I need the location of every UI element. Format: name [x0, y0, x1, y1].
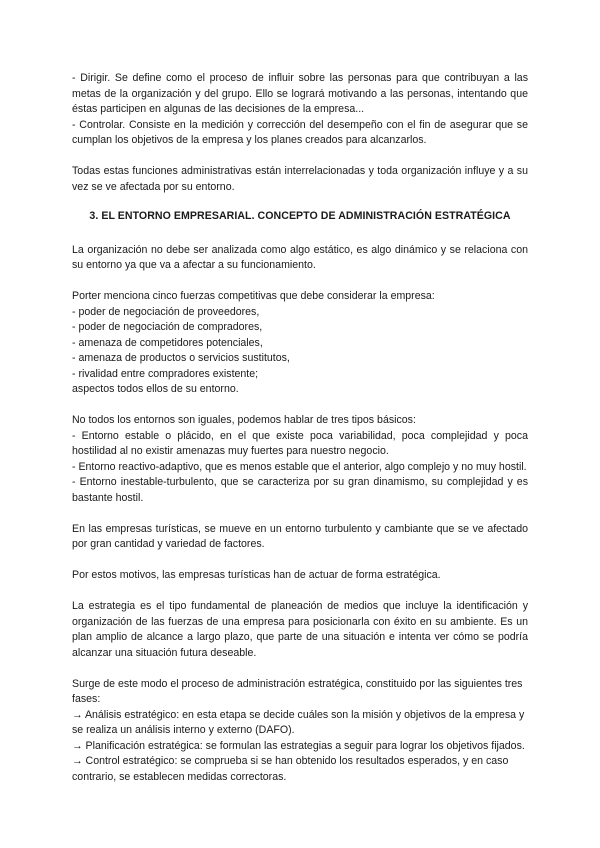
paragraph-funciones: Todas estas funciones administrativas están interrelacionadas y toda organización influye y a su vez se ve afectada por su entorno.	[72, 165, 528, 193]
entorno-reactivo: - Entorno reactivo-adaptivo, que es menos estable que el anterior, algo complejo y no muy hostil.	[72, 460, 527, 473]
fase-planificacion: → Planificación estratégica: se formulan las estrategias a seguir para lograr los objetivos fijados.	[72, 739, 525, 752]
porter-outro: aspectos todos ellos de su entorno.	[72, 383, 239, 395]
paragraph-motivos: Por estos motivos, las empresas turísticas han de actuar de forma estratégica.	[72, 569, 441, 581]
paragraph-controlar: - Controlar. Consiste en la medición y corrección del desempeño con el fin de asegurar que se cumplan los objetivos de la empresa y los planes creados para alcanzarlos.	[72, 118, 528, 146]
section-heading: 3. EL ENTORNO EMPRESARIAL. CONCEPTO DE ADMINISTRACIÓN ESTRATÉGICA	[89, 210, 511, 222]
list-item: - poder de negociación de proveedores,	[72, 305, 260, 318]
paragraph-surge: Surge de este modo el proceso de administración estratégica, constituido por las siguientes tres fases:	[72, 677, 523, 705]
list-item: - amenaza de productos o servicios sustitutos,	[72, 352, 290, 364]
fase-control: → Control estratégico: se comprueba si se han obtenido los resultados esperados, y en caso contrario, se establecen medidas correctoras.	[72, 755, 509, 783]
list-item: - rivalidad entre compradores existente;	[72, 367, 259, 380]
entorno-inestable: - Entorno inestable-turbulento, que se caracteriza por su gran dinamismo, su complejidad y es bastante hostil.	[72, 476, 528, 504]
entorno-estable: - Entorno estable o plácido, en el que existe poca variabilidad, poca complejidad y poca hostilidad al no existir amenazas muy fuertes para nuestro negocio.	[72, 429, 528, 457]
document-body	[72, 71, 528, 785]
paragraph-estrategia: La estrategia es el tipo fundamental de planeación de medios que incluye la identificación y organización de las fuerzas de una empresa para posicionarla con éxito en su ambiente. Es un plan amplio de alcance a largo plazo, que parte de una situación e intenta ver cómo se podría alcanzar una situación futura deseable.	[72, 600, 528, 659]
paragraph-turisticas: En las empresas turísticas, se mueve en un entorno turbulento y cambiante que se ve afectado por gran cantidad y variedad de factores.	[72, 522, 528, 550]
paragraph-organizacion: La organización no debe ser analizada como algo estático, es algo dinámico y se relaciona con su entorno ya que va a afectar a su funcionamiento.	[72, 243, 528, 271]
list-item: - amenaza de competidores potenciales,	[72, 336, 263, 349]
list-item: - poder de negociación de compradores,	[72, 321, 263, 333]
porter-intro: Porter menciona cinco fuerzas competitivas que debe considerar la empresa:	[72, 290, 435, 302]
paragraph-dirigir: - Dirigir. Se define como el proceso de influir sobre las personas para que contribuyan a las metas de la organización y del grupo. Ello se logrará motivando a las personas, intentando que éstas participen en algunas de las decisiones de la empresa...	[72, 72, 528, 115]
entornos-intro: No todos los entornos son iguales, podemos hablar de tres tipos básicos:	[72, 414, 416, 426]
fase-analisis: → Análisis estratégico: en esta etapa se decide cuáles son la misión y objetivos de la empresa y se realiza un análisis interno y externo (DAFO).	[72, 708, 525, 736]
